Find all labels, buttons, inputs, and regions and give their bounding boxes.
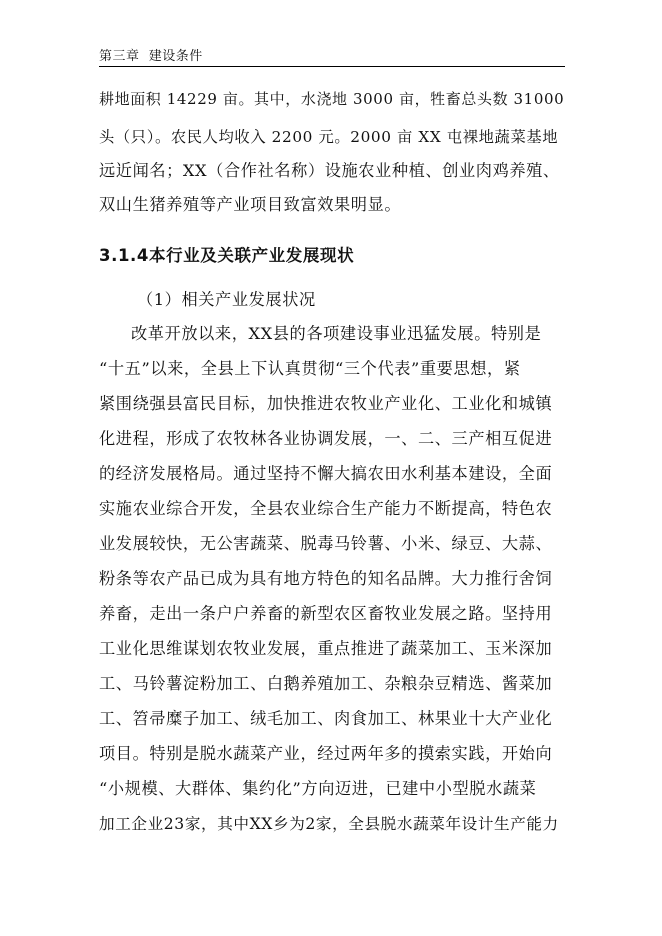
body-line: 粉条等农产品已成为具有地方特色的知名品牌。大力推行舍饲 (99, 569, 553, 588)
body-line: 紧围绕强县富民目标，加快推进农牧业产业化、工业化和城镇 (99, 394, 553, 413)
intro-line: 头（只）。农民人均收入 2200 元。2000 亩 XX 屯裸地蔬菜基地 (99, 128, 559, 146)
section-heading: 3.1.4本行业及关联产业发展现状 (99, 246, 355, 265)
subheading: （1）相关产业发展状况 (137, 290, 316, 309)
body-line: 工业化思维谋划农牧业发展，重点推进了蔬菜加工、玉米深加 (99, 639, 553, 658)
body-line: 实施农业综合开发，全县农业综合生产能力不断提高，特色农 (99, 499, 553, 518)
intro-line: 远近闻名；XX（合作社名称）设施农业种植、创业肉鸡养殖、 (99, 161, 560, 180)
header-chapter-title (99, 45, 203, 64)
body-line: 业发展较快，无公害蔬菜、脱毒马铃薯、小米、绿豆、大蒜、 (99, 534, 553, 553)
page-header (99, 40, 565, 67)
body-line: 的经济发展格局。通过坚持不懈大搞农田水利基本建设，全面 (99, 464, 553, 483)
header-title: 建设条件 (148, 49, 203, 64)
intro-line: 耕地面积 14229 亩。其中，水浇地 3000 亩，牲畜总头数 31000 (99, 90, 565, 108)
body-line: 加工企业23家，其中XX乡为2家，全县脱水蔬菜年设计生产能力 (99, 815, 559, 833)
body-line: 化进程，形成了农牧林各业协调发展，一、二、三产相互促进 (99, 429, 553, 448)
body-line: 工、马铃薯淀粉加工、白鹅养殖加工、杂粮杂豆精选、酱菜加 (99, 674, 553, 693)
body-line: 工、笤帚糜子加工、绒毛加工、肉食加工、林果业十大产业化 (99, 709, 553, 728)
body-line: 养畜，走出一条户户养畜的新型农区畜牧业发展之路。坚持用 (99, 604, 553, 623)
header-chapter: 第三章 (99, 49, 140, 64)
body-line: 改革开放以来，XX县的各项建设事业迅猛发展。特别是 (131, 324, 542, 343)
intro-line: 双山生猪养殖等产业项目致富效果明显。 (99, 195, 402, 214)
body-line: “小规模、大群体、集约化”方向迈进，已建中小型脱水蔬菜 (99, 779, 537, 798)
body-line: “十五”以来，全县上下认真贯彻“三个代表”重要思想，紧 (99, 359, 521, 378)
body-line: 项目。特别是脱水蔬菜产业，经过两年多的摸索实践，开始向 (99, 744, 553, 763)
